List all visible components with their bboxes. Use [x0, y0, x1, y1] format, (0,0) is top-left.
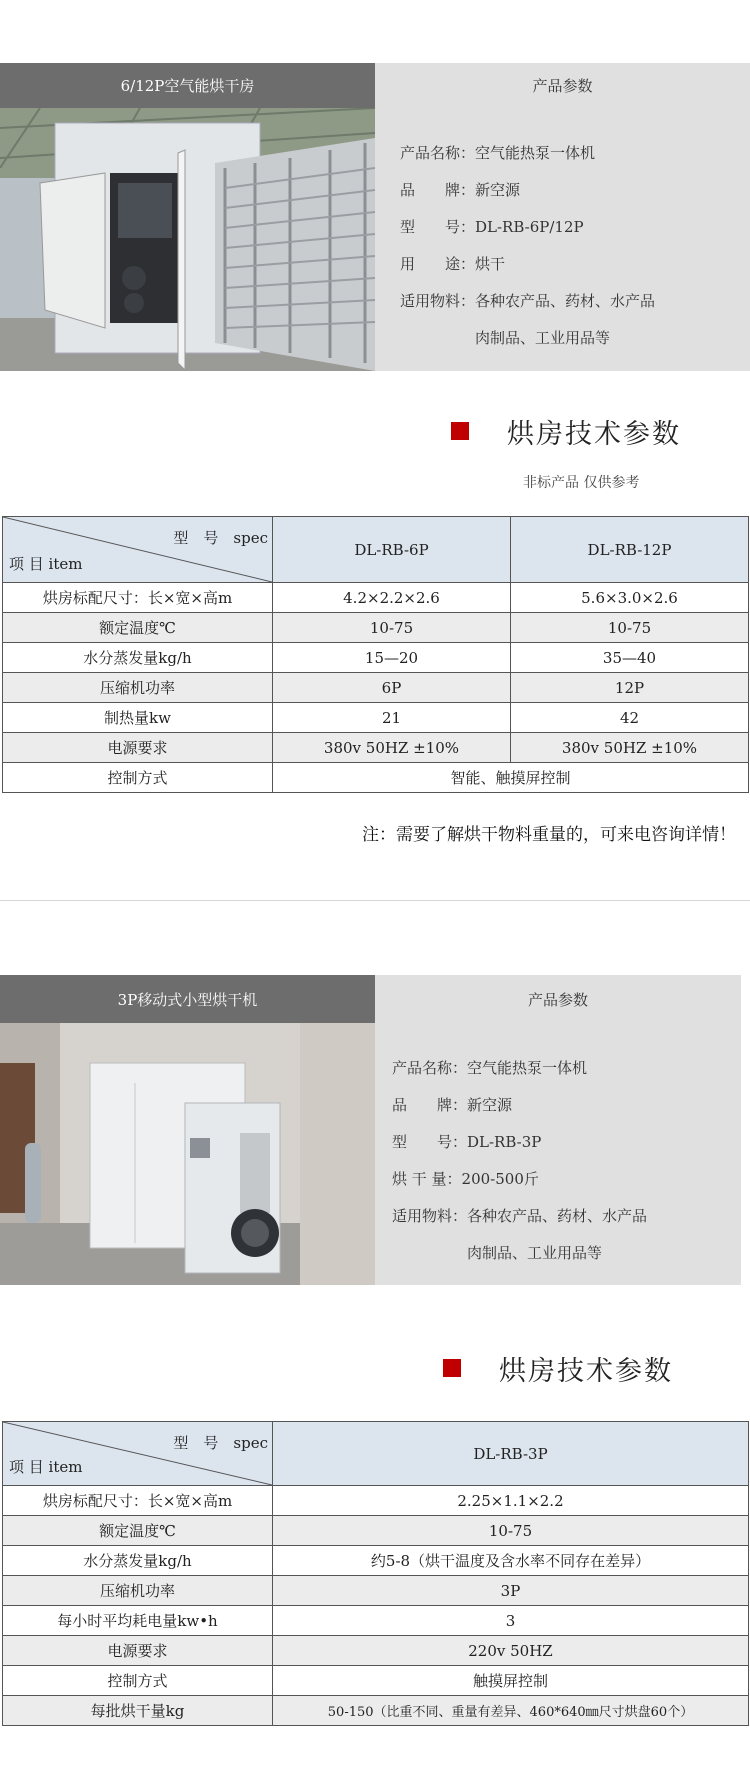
table2-row-label: 控制方式	[3, 1666, 273, 1696]
table1-merged-cell: 智能、触摸屏控制	[273, 763, 749, 793]
table2-cell: 50-150（比重不同、重量有差异、460*640㎜尺寸烘盘60个）	[273, 1696, 749, 1726]
table2-row-label: 烘房标配尺寸：长×宽×高m	[3, 1486, 273, 1516]
product1-spec-name: 产品名称：空气能热泵一体机	[400, 144, 596, 162]
product2-spec-panel	[375, 1023, 741, 1285]
table1-cell: 380v 50HZ ±10%	[511, 733, 749, 763]
params-table-2	[2, 1421, 749, 1726]
params-table-1	[2, 516, 749, 793]
table1-row-label: 水分蒸发量kg/h	[3, 643, 273, 673]
product2-spec-brand: 品 牌：新空源	[392, 1096, 513, 1114]
section1-subtitle: 非标产品 仅供参考	[523, 475, 640, 491]
table1-cell: 6P	[273, 673, 511, 703]
product1-spec-materials-cont: 肉制品、工业用品等	[400, 329, 611, 347]
table1-head-item: 项 目 item	[9, 555, 83, 573]
table1-cell: 10-75	[511, 613, 749, 643]
product1-header-title: 6/12P空气能烘干房	[0, 63, 375, 108]
table2-corner-header	[3, 1422, 273, 1486]
product1-spec-brand: 品 牌：新空源	[400, 181, 521, 199]
product1-header-params: 产品参数	[375, 63, 750, 108]
table1-row-label: 压缩机功率	[3, 673, 273, 703]
section1-title: 烘房技术参数	[507, 419, 681, 450]
table1-cell: 5.6×3.0×2.6	[511, 583, 749, 613]
section2-marker	[443, 1359, 461, 1377]
table1-row-label: 烘房标配尺寸：长×宽×高m	[3, 583, 273, 613]
table2-row-label: 每批烘干量kg	[3, 1696, 273, 1726]
table2-cell: 触摸屏控制	[273, 1666, 749, 1696]
table2-cell: 3	[273, 1606, 749, 1636]
table2-row-label: 电源要求	[3, 1636, 273, 1666]
table2-row-label: 每小时平均耗电量kw•h	[3, 1606, 273, 1636]
product1-spec-materials: 适用物料：各种农产品、药材、水产品	[400, 292, 656, 310]
table2-cell: 约5-8（烘干温度及含水率不同存在差异）	[273, 1546, 749, 1576]
product2-spec-model: 型 号：DL-RB-3P	[392, 1133, 542, 1151]
table1-cell: 42	[511, 703, 749, 733]
contact-note: 注：需要了解烘干物料重量的，可来电咨询详情！	[362, 825, 736, 845]
product1-spec-use: 用 途：烘干	[400, 255, 506, 273]
section1-marker	[451, 422, 469, 440]
product2-spec-materials: 适用物料：各种农产品、药材、水产品	[392, 1207, 648, 1225]
table1-row-label: 额定温度℃	[3, 613, 273, 643]
table1-row-label: 电源要求	[3, 733, 273, 763]
table1-col-header: DL-RB-6P	[273, 517, 511, 583]
product2-spec-materials-cont: 肉制品、工业用品等	[392, 1244, 603, 1262]
table2-cell: 10-75	[273, 1516, 749, 1546]
product2-spec-capacity: 烘 干 量：200-500斤	[392, 1170, 539, 1188]
product2-spec-name: 产品名称：空气能热泵一体机	[392, 1059, 588, 1077]
table2-cell: 2.25×1.1×2.2	[273, 1486, 749, 1516]
drying-room-photo	[0, 108, 375, 371]
table1-row-label: 制热量kw	[3, 703, 273, 733]
table1-cell: 4.2×2.2×2.6	[273, 583, 511, 613]
product1-spec-panel	[375, 108, 750, 371]
table2-head-item: 项 目 item	[9, 1458, 83, 1476]
table2-cell: 3P	[273, 1576, 749, 1606]
table2-row-label: 压缩机功率	[3, 1576, 273, 1606]
table1-cell: 35—40	[511, 643, 749, 673]
table2-row-label: 水分蒸发量kg/h	[3, 1546, 273, 1576]
table1-cell: 21	[273, 703, 511, 733]
table2-row-label: 额定温度℃	[3, 1516, 273, 1546]
table1-cell: 15—20	[273, 643, 511, 673]
table2-head-spec: 型 号 spec	[173, 1434, 268, 1452]
product2-header-title: 3P移动式小型烘干机	[0, 975, 375, 1023]
table1-cell: 10-75	[273, 613, 511, 643]
section2-title: 烘房技术参数	[499, 1356, 673, 1387]
table1-cell: 380v 50HZ ±10%	[273, 733, 511, 763]
product1-spec-model: 型 号：DL-RB-6P/12P	[400, 218, 584, 236]
product2-header-params: 产品参数	[375, 975, 741, 1023]
table2-col-header: DL-RB-3P	[273, 1422, 749, 1486]
section-divider	[0, 900, 750, 901]
table1-cell: 12P	[511, 673, 749, 703]
table1-row-label: 控制方式	[3, 763, 273, 793]
table2-cell: 220v 50HZ	[273, 1636, 749, 1666]
table1-col-header: DL-RB-12P	[511, 517, 749, 583]
table1-head-spec: 型 号 spec	[173, 529, 268, 547]
mobile-dryer-photo	[0, 1023, 375, 1285]
table1-corner-header	[3, 517, 273, 583]
